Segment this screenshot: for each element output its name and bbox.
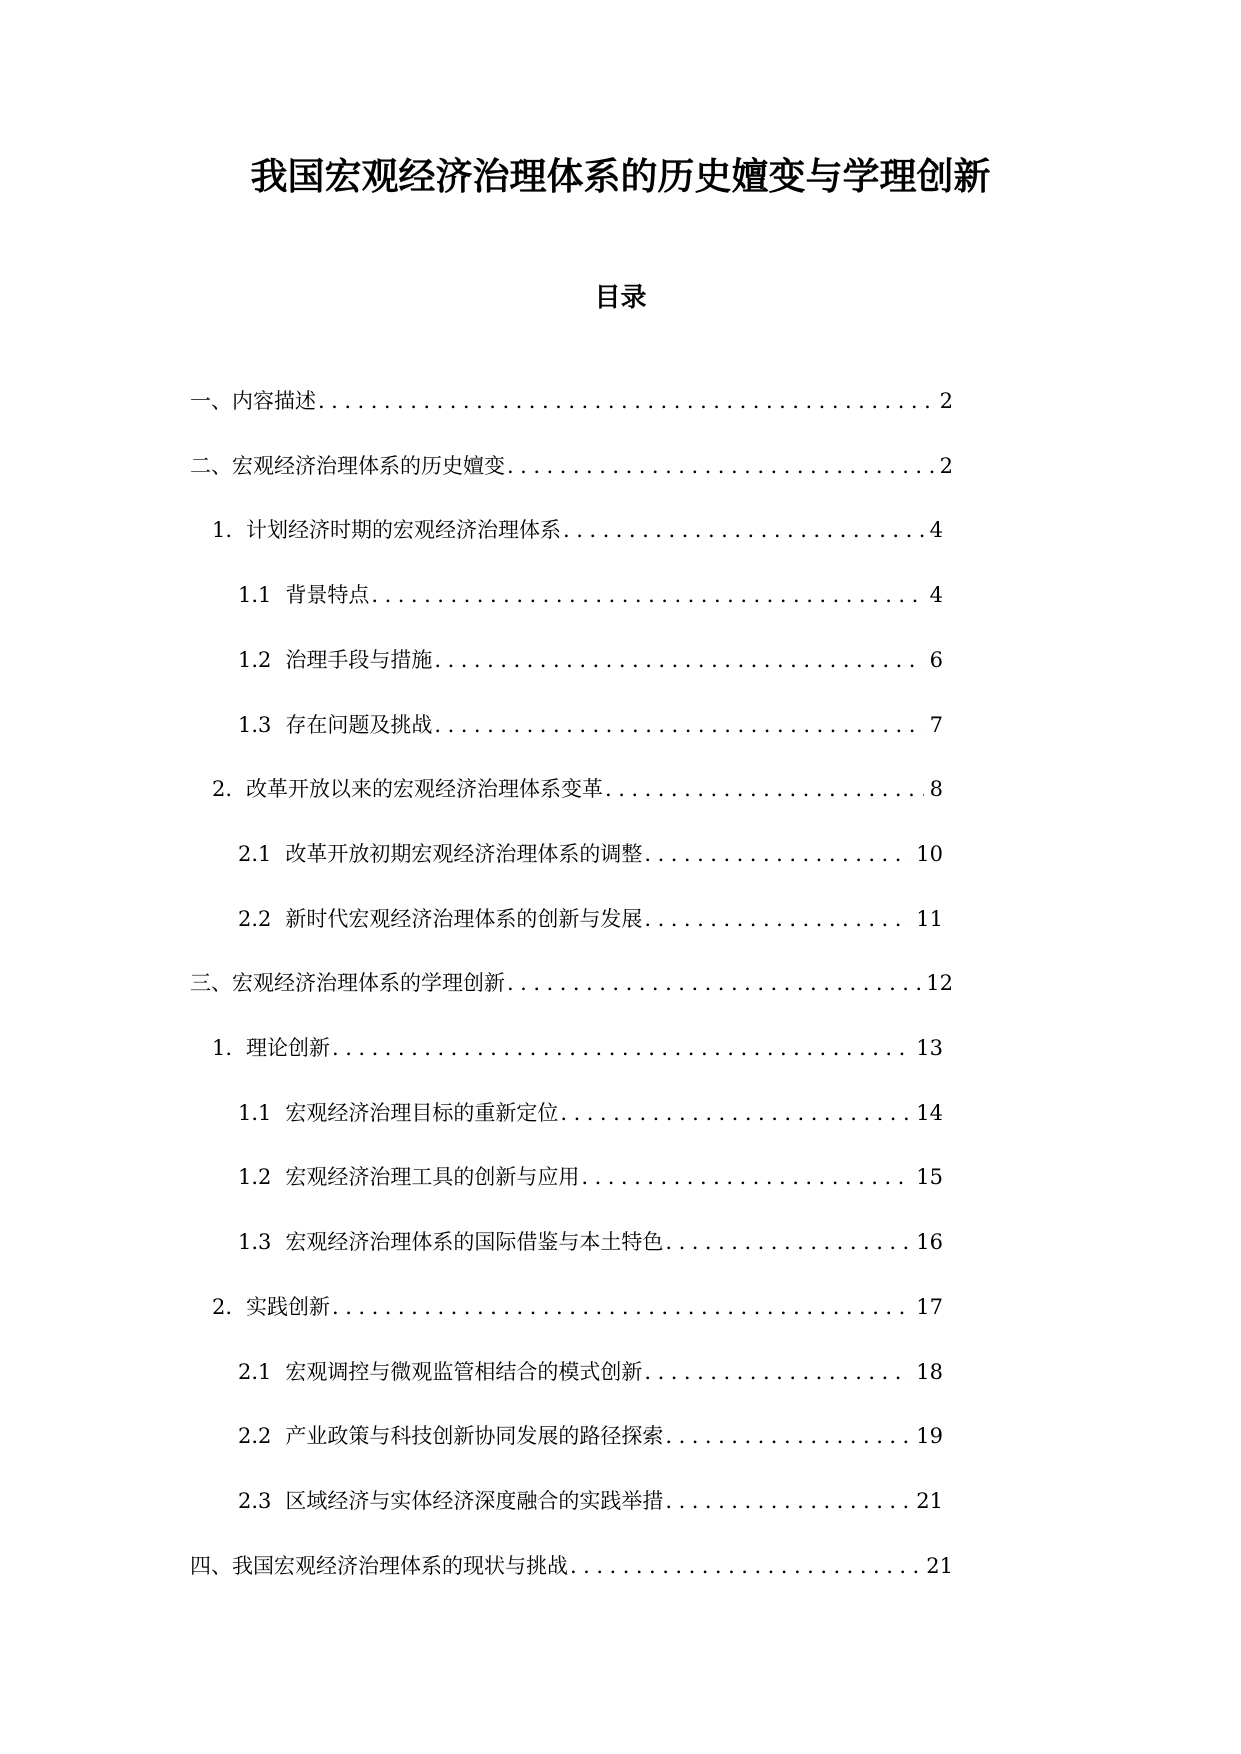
toc-dot-leader	[644, 837, 910, 871]
toc-entry-number: 四、	[190, 1554, 232, 1578]
document-title: 我国宏观经济治理体系的历史嬗变与学理创新	[250, 154, 991, 198]
toc-entry[interactable]	[190, 449, 953, 483]
toc-dot-leader	[605, 772, 924, 806]
toc-dot-leader	[644, 902, 910, 936]
toc-page-number: 2	[939, 389, 953, 413]
toc-entry-number: 1.	[212, 1036, 233, 1060]
toc-page-number: 21	[916, 1489, 943, 1513]
toc-page-number: 21	[926, 1554, 953, 1578]
toc-dot-leader	[563, 513, 924, 547]
toc-entry-title: 计划经济时期的宏观经济治理体系	[246, 518, 562, 542]
toc-entry-number: 2.1	[238, 842, 272, 866]
toc-dot-leader	[570, 1549, 920, 1583]
toc-page-number: 7	[929, 713, 943, 737]
toc-page-number: 2	[939, 454, 953, 478]
toc-dot-leader	[332, 1290, 910, 1324]
toc-entry[interactable]	[238, 643, 943, 677]
toc-entry-title: 宏观经济治理体系的学理创新	[232, 971, 505, 995]
toc-entry[interactable]	[212, 513, 943, 547]
toc-dot-leader	[371, 578, 923, 612]
toc-entry-title: 改革开放以来的宏观经济治理体系变革	[246, 777, 604, 801]
toc-dot-leader	[332, 1031, 910, 1065]
toc-page-number: 12	[926, 971, 953, 995]
toc-entry-title: 宏观经济治理目标的重新定位	[285, 1101, 559, 1125]
toc-dot-leader	[665, 1419, 910, 1453]
toc-entry-title: 背景特点	[285, 583, 370, 607]
toc-page-number: 19	[916, 1424, 943, 1448]
toc-entry-number: 1.1	[238, 583, 272, 607]
toc-dot-leader	[434, 708, 923, 742]
toc-entry-title: 存在问题及挑战	[285, 713, 433, 737]
toc-entry-title: 治理手段与措施	[285, 648, 433, 672]
toc-page-number: 17	[916, 1295, 943, 1319]
toc-page-number: 14	[916, 1101, 943, 1125]
toc-page-number: 18	[916, 1360, 943, 1384]
toc-entry[interactable]	[238, 1419, 943, 1453]
toc-entry-title: 我国宏观经济治理体系的现状与挑战	[232, 1554, 568, 1578]
toc-entry[interactable]	[238, 837, 943, 871]
toc-entry-number: 一、	[190, 389, 232, 413]
toc-entry[interactable]	[238, 1484, 943, 1518]
toc-entry-title: 理论创新	[246, 1036, 331, 1060]
toc-page-number: 13	[916, 1036, 943, 1060]
toc-entry[interactable]	[238, 902, 943, 936]
toc-entry-title: 改革开放初期宏观经济治理体系的调整	[285, 842, 643, 866]
toc-entry-number: 2.1	[238, 1360, 272, 1384]
toc-entry[interactable]	[212, 1290, 943, 1324]
toc-entry[interactable]	[238, 1225, 943, 1259]
toc-page-number: 4	[929, 518, 943, 542]
toc-entry[interactable]	[238, 1160, 943, 1194]
toc-page-number: 6	[929, 648, 943, 672]
toc-entry-title: 内容描述	[232, 389, 316, 413]
toc-dot-leader	[581, 1160, 910, 1194]
toc-page-number: 10	[916, 842, 943, 866]
toc-entry-number: 1.	[212, 518, 233, 542]
toc-entry-title: 新时代宏观经济治理体系的创新与发展	[285, 907, 643, 931]
toc-dot-leader	[560, 1096, 910, 1130]
toc-entry[interactable]	[190, 966, 953, 1000]
toc-entry-number: 2.2	[238, 907, 272, 931]
toc-page-number: 15	[916, 1165, 943, 1189]
toc-entry[interactable]	[238, 1096, 943, 1130]
toc-entry-title: 产业政策与科技创新协同发展的路径探索	[285, 1424, 664, 1448]
toc-entry[interactable]	[212, 1031, 943, 1065]
toc-entry-title: 实践创新	[246, 1295, 331, 1319]
toc-entry[interactable]	[190, 384, 953, 418]
toc-entry-title: 区域经济与实体经济深度融合的实践举措	[285, 1489, 664, 1513]
toc-entry-title: 宏观经济治理体系的国际借鉴与本土特色	[285, 1230, 664, 1254]
toc-page-number: 8	[929, 777, 943, 801]
toc-entry[interactable]	[190, 1549, 953, 1583]
toc-entry-number: 2.2	[238, 1424, 272, 1448]
toc-page-number: 4	[929, 583, 943, 607]
toc-entry-number: 2.	[212, 777, 233, 801]
toc-entry-number: 1.3	[238, 713, 272, 737]
toc-dot-leader	[318, 384, 934, 418]
toc-entry-number: 二、	[190, 454, 232, 478]
toc-dot-leader	[507, 449, 934, 483]
toc-entry-number: 三、	[190, 971, 232, 995]
toc-dot-leader	[434, 643, 923, 677]
toc-entry-number: 1.2	[238, 1165, 272, 1189]
toc-page-number: 16	[916, 1230, 943, 1254]
toc-dot-leader	[665, 1225, 910, 1259]
toc-entry-title: 宏观经济治理体系的历史嬗变	[232, 454, 505, 478]
toc-entry-title: 宏观调控与微观监管相结合的模式创新	[285, 1360, 643, 1384]
toc-entry[interactable]	[238, 578, 943, 612]
toc-entry[interactable]	[212, 772, 943, 806]
toc-entry-number: 2.	[212, 1295, 233, 1319]
toc-dot-leader	[665, 1484, 910, 1518]
toc-dot-leader	[644, 1355, 910, 1389]
toc-heading: 目录	[594, 283, 647, 313]
toc-entry-number: 1.3	[238, 1230, 272, 1254]
toc-entry-number: 2.3	[238, 1489, 272, 1513]
toc-page-number: 11	[916, 907, 943, 931]
toc-entry[interactable]	[238, 1355, 943, 1389]
toc-entry-number: 1.2	[238, 648, 272, 672]
toc-entry-title: 宏观经济治理工具的创新与应用	[285, 1165, 580, 1189]
toc-entry[interactable]	[238, 708, 943, 742]
toc-entry-number: 1.1	[238, 1101, 272, 1125]
toc-dot-leader	[507, 966, 920, 1000]
